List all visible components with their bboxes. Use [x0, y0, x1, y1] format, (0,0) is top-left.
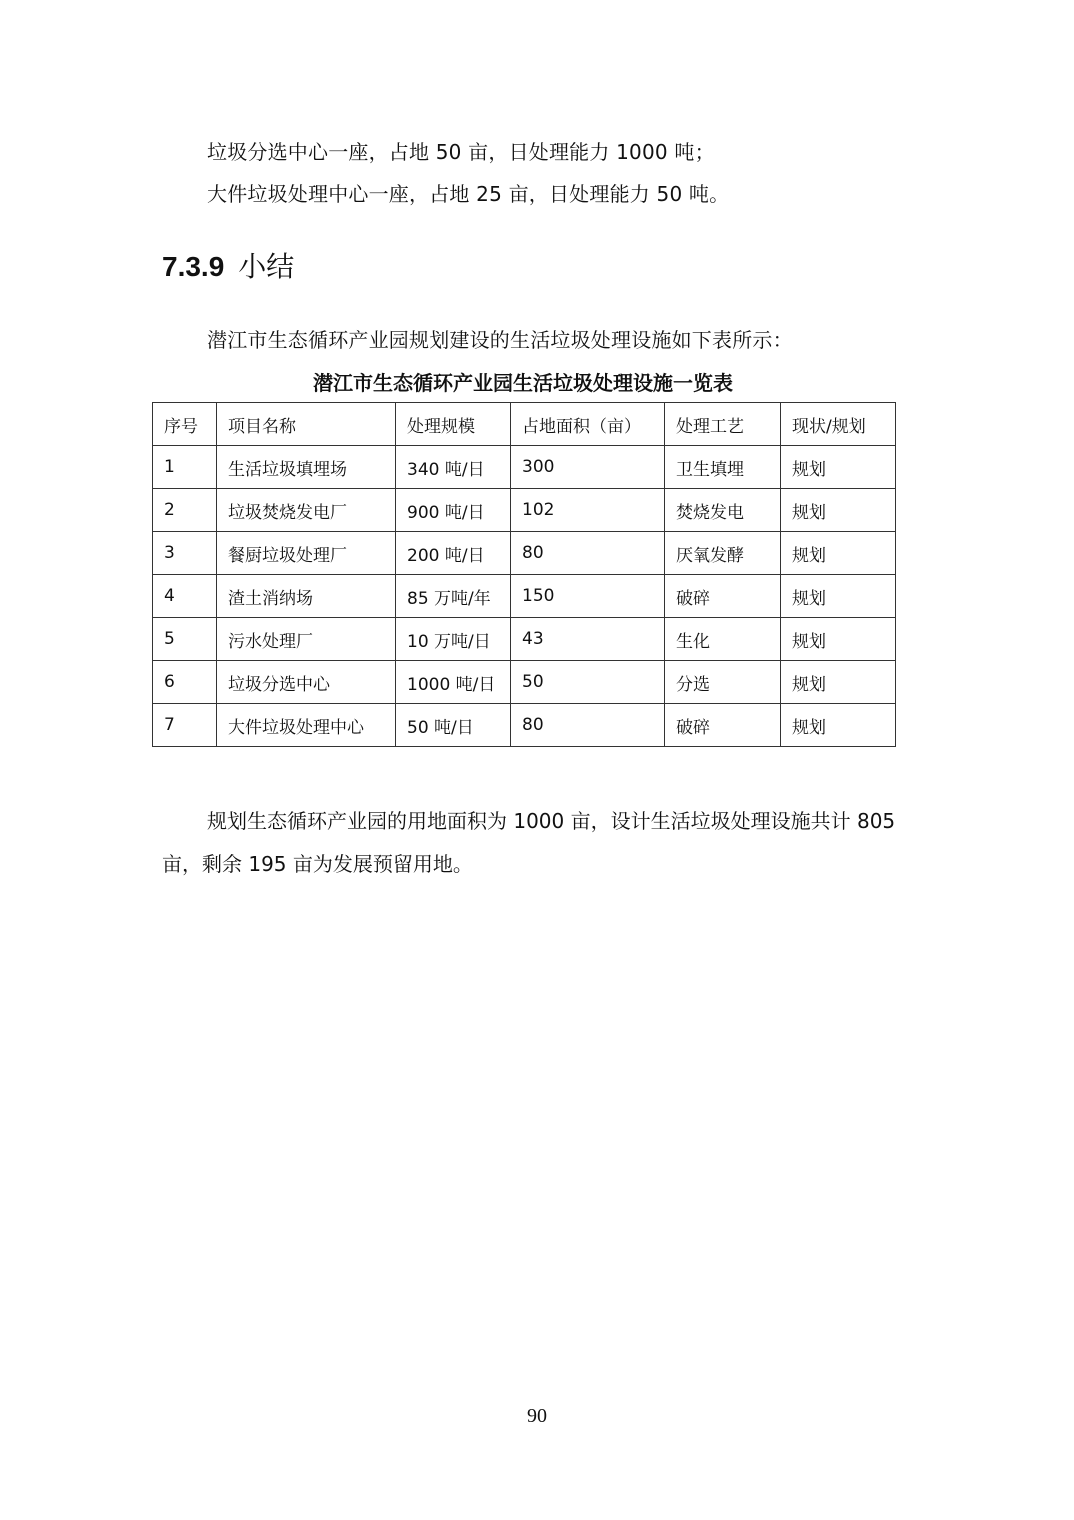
header-cell: 处理工艺 — [665, 403, 781, 446]
section-number: 7.3.9 — [162, 251, 225, 282]
table-cell: 规划 — [781, 575, 896, 618]
table-cell: 垃圾焚烧发电厂 — [217, 489, 396, 532]
table-cell: 1000 吨/日 — [396, 661, 511, 704]
table-cell: 80 — [511, 704, 665, 747]
header-cell: 处理规模 — [396, 403, 511, 446]
header-cell: 项目名称 — [217, 403, 396, 446]
table-cell: 3 — [153, 532, 217, 575]
table-cell: 50 吨/日 — [396, 704, 511, 747]
table-row — [153, 704, 896, 747]
table-cell: 污水处理厂 — [217, 618, 396, 661]
table-header-row — [153, 403, 896, 446]
intro-line: 大件垃圾处理中心一座，占地 25 亩，日处理能力 50 吨。 — [207, 182, 730, 206]
table-cell: 4 — [153, 575, 217, 618]
table-cell: 80 — [511, 532, 665, 575]
table-cell: 规划 — [781, 704, 896, 747]
table-cell: 厌氧发酵 — [665, 532, 781, 575]
table-cell: 6 — [153, 661, 217, 704]
table-cell: 2 — [153, 489, 217, 532]
header-cell: 占地面积（亩） — [511, 403, 665, 446]
table-row — [153, 661, 896, 704]
section-heading — [162, 250, 294, 284]
facility-table — [152, 402, 896, 747]
table-row — [153, 489, 896, 532]
table-cell: 生化 — [665, 618, 781, 661]
summary-paragraph — [162, 800, 922, 886]
table-cell: 102 — [511, 489, 665, 532]
table-cell: 规划 — [781, 446, 896, 489]
table-cell: 规划 — [781, 661, 896, 704]
summary-text: 规划生态循环产业园的用地面积为 1000 亩，设计生活垃圾处理设施共计 805 亩，剩余 195 亩为发展预留用地。 — [162, 809, 896, 876]
table-cell: 破碎 — [665, 704, 781, 747]
section-title: 小结 — [238, 250, 295, 283]
intro-line: 垃圾分选中心一座，占地 50 亩，日处理能力 1000 吨； — [207, 140, 715, 164]
table-row — [153, 532, 896, 575]
table-cell: 规划 — [781, 532, 896, 575]
table-caption: 潜江市生态循环产业园生活垃圾处理设施一览表 — [313, 371, 733, 395]
table-cell: 卫生填埋 — [665, 446, 781, 489]
table-cell: 分选 — [665, 661, 781, 704]
table-cell: 150 — [511, 575, 665, 618]
table-cell: 规划 — [781, 618, 896, 661]
header-cell: 序号 — [153, 403, 217, 446]
table-cell: 7 — [153, 704, 217, 747]
table-cell: 200 吨/日 — [396, 532, 511, 575]
page-number: 90 — [527, 1405, 547, 1427]
table-cell: 渣土消纳场 — [217, 575, 396, 618]
table-cell: 餐厨垃圾处理厂 — [217, 532, 396, 575]
table-cell: 300 — [511, 446, 665, 489]
table-cell: 85 万吨/年 — [396, 575, 511, 618]
table-cell: 生活垃圾填埋场 — [217, 446, 396, 489]
table-cell: 大件垃圾处理中心 — [217, 704, 396, 747]
table-cell: 5 — [153, 618, 217, 661]
table-row — [153, 618, 896, 661]
lead-text: 潜江市生态循环产业园规划建设的生活垃圾处理设施如下表所示： — [207, 328, 793, 352]
table-cell: 规划 — [781, 489, 896, 532]
table-cell: 焚烧发电 — [665, 489, 781, 532]
table-cell: 10 万吨/日 — [396, 618, 511, 661]
table-cell: 340 吨/日 — [396, 446, 511, 489]
header-cell: 现状/规划 — [781, 403, 896, 446]
table-cell: 破碎 — [665, 575, 781, 618]
table-cell: 垃圾分选中心 — [217, 661, 396, 704]
table-cell: 50 — [511, 661, 665, 704]
table-cell: 1 — [153, 446, 217, 489]
table-row — [153, 575, 896, 618]
table-row — [153, 446, 896, 489]
table-cell: 900 吨/日 — [396, 489, 511, 532]
table-cell: 43 — [511, 618, 665, 661]
